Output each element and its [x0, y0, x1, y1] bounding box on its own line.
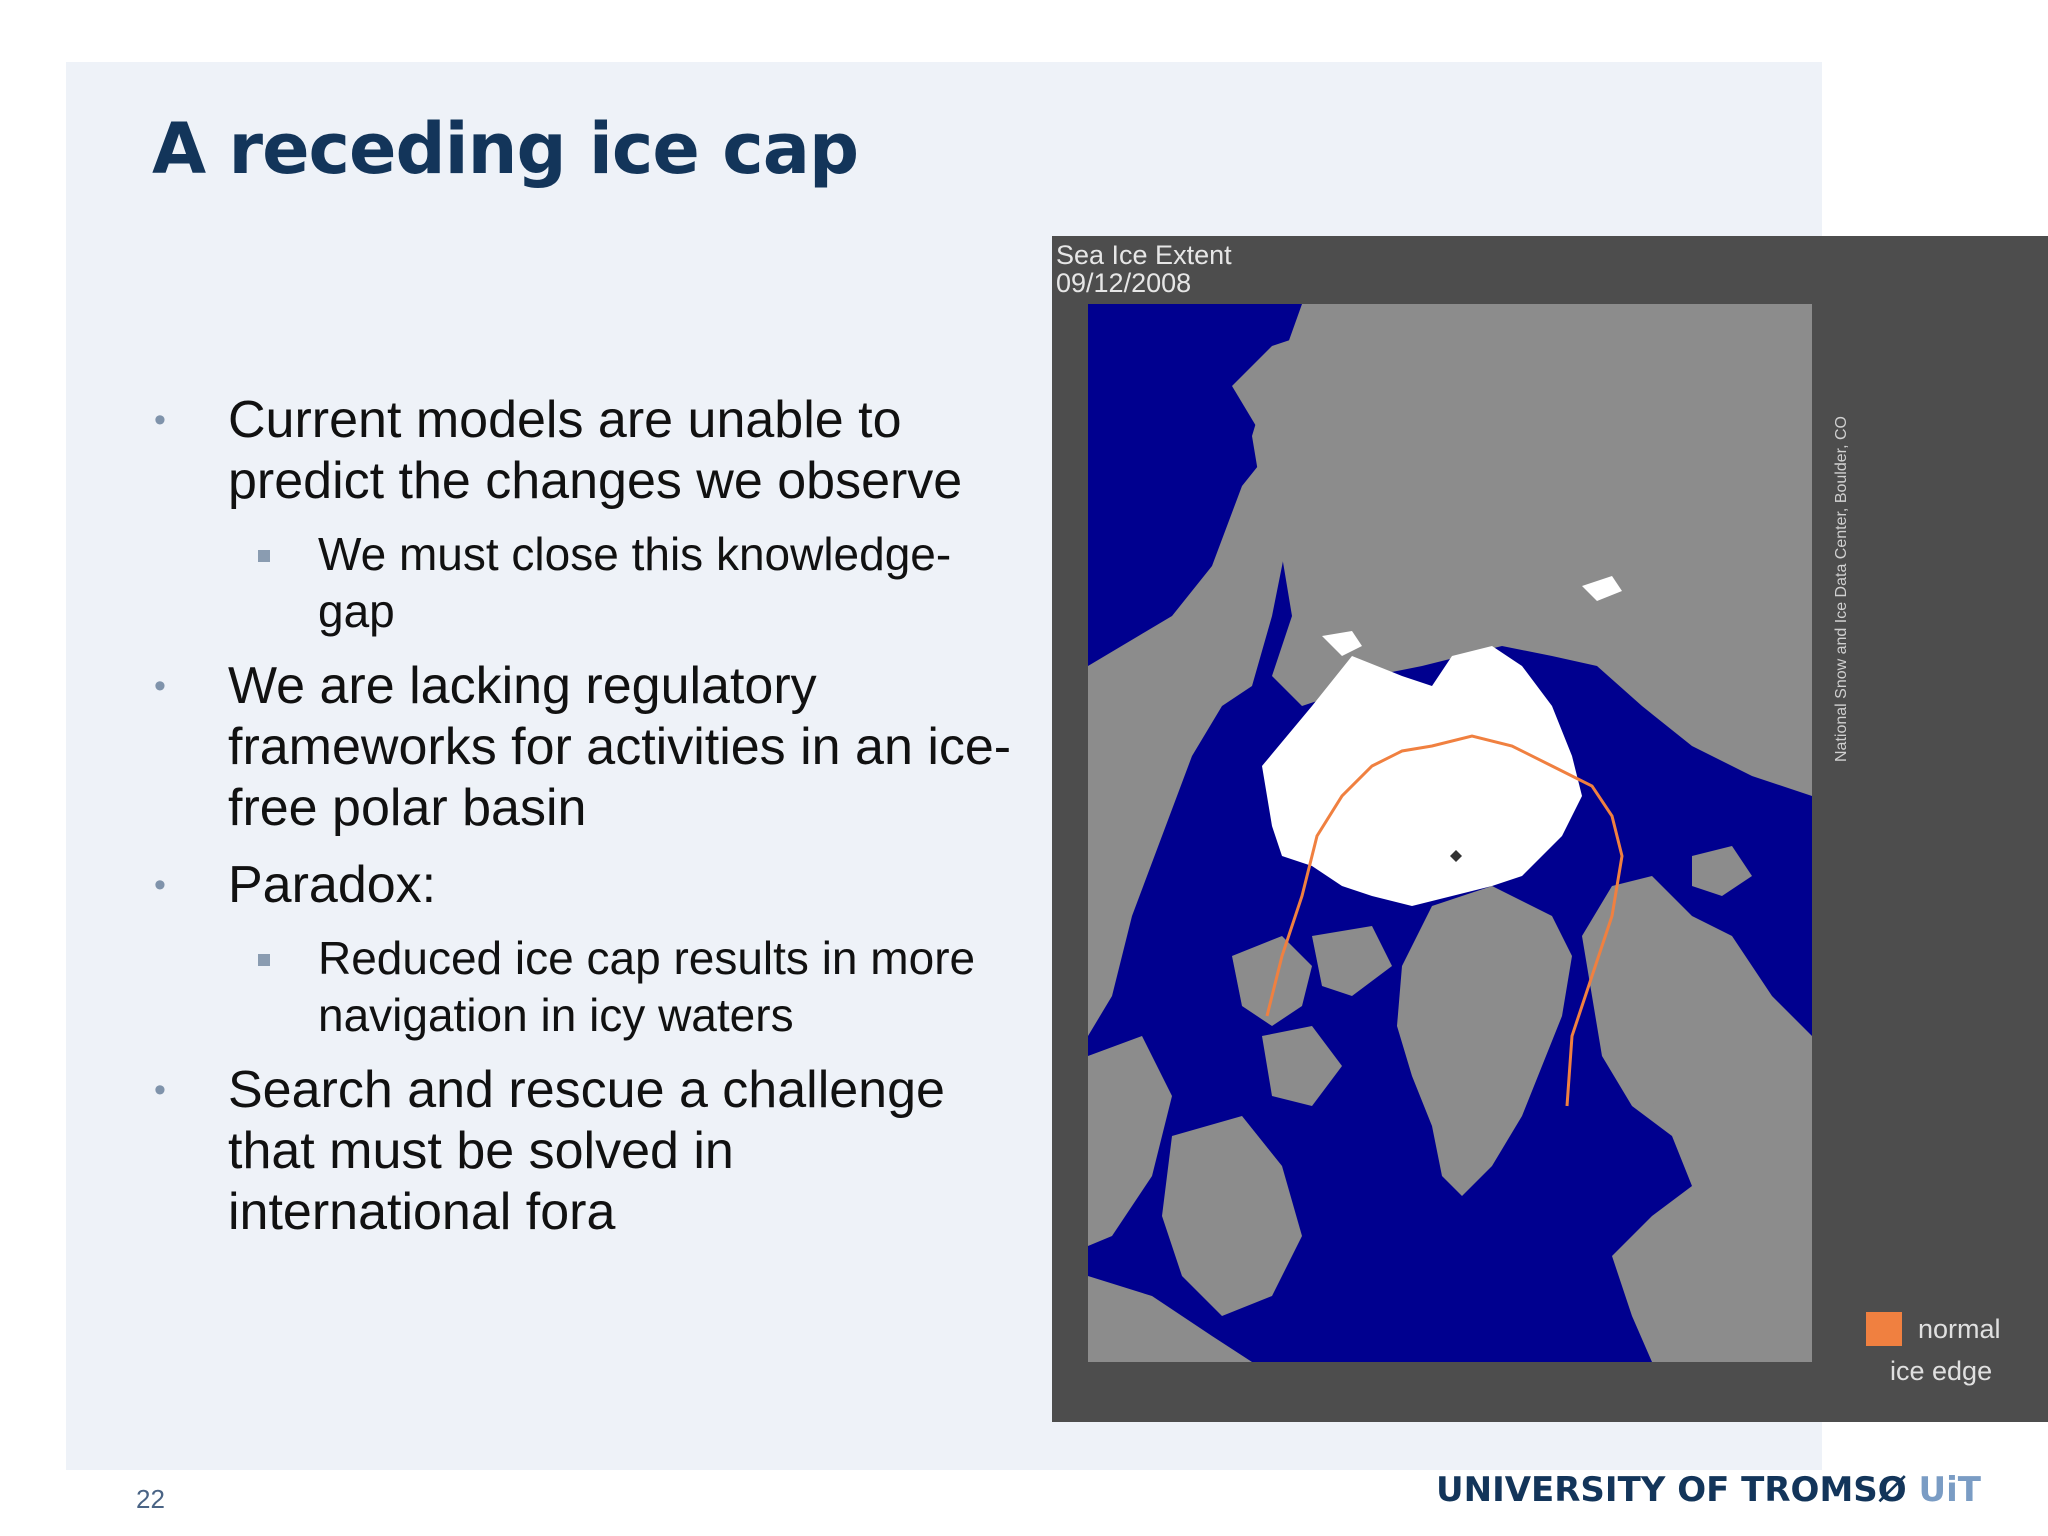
legend-label: ice edge: [1890, 1356, 1993, 1386]
bullet-list: [152, 390, 1012, 1259]
sea-ice-map-image: [1052, 236, 2048, 1422]
sub-bullet-item: [152, 526, 1012, 640]
bullet-text: Search and rescue a challenge that must be solved in international fora: [228, 1061, 945, 1241]
slide-title: A receding ice cap: [152, 108, 859, 190]
bullet-dot-icon: •: [154, 1071, 166, 1109]
bullet-dot-icon: •: [154, 401, 166, 439]
sub-bullet-text: Reduced ice cap results in more navigation in icy waters: [318, 932, 976, 1041]
sea-ice-map: [1052, 236, 2048, 1422]
bullet-item: [152, 1060, 1012, 1243]
bullet-square-icon: [258, 954, 270, 966]
bullet-item: [152, 855, 1012, 916]
bullet-square-icon: [258, 550, 270, 562]
bullet-text: Paradox:: [228, 856, 437, 914]
logo-text: UNIVERSITY OF TROMSØ: [1436, 1470, 1907, 1510]
logo-suffix: UiT: [1918, 1470, 1981, 1510]
bullet-dot-icon: •: [154, 667, 166, 705]
sub-bullet-text: We must close this knowledge-gap: [318, 528, 952, 637]
university-logo: [1436, 1470, 1981, 1510]
page-number: 22: [136, 1484, 165, 1514]
bullet-item: [152, 656, 1012, 839]
legend-label: normal: [1918, 1314, 2001, 1344]
map-title: Sea Ice Extent: [1056, 240, 1232, 270]
bullet-text: Current models are unable to predict the changes we observe: [228, 391, 963, 510]
bullet-dot-icon: •: [154, 866, 166, 904]
bullet-item: [152, 390, 1012, 512]
map-date: 09/12/2008: [1056, 268, 1192, 298]
map-credit: National Snow and Ice Data Center, Boulder, CO: [1833, 416, 1850, 762]
legend-swatch: [1866, 1312, 1902, 1346]
sub-bullet-item: [152, 930, 1012, 1044]
bullet-text: We are lacking regulatory frameworks for activities in an ice-free polar basin: [228, 657, 1012, 837]
